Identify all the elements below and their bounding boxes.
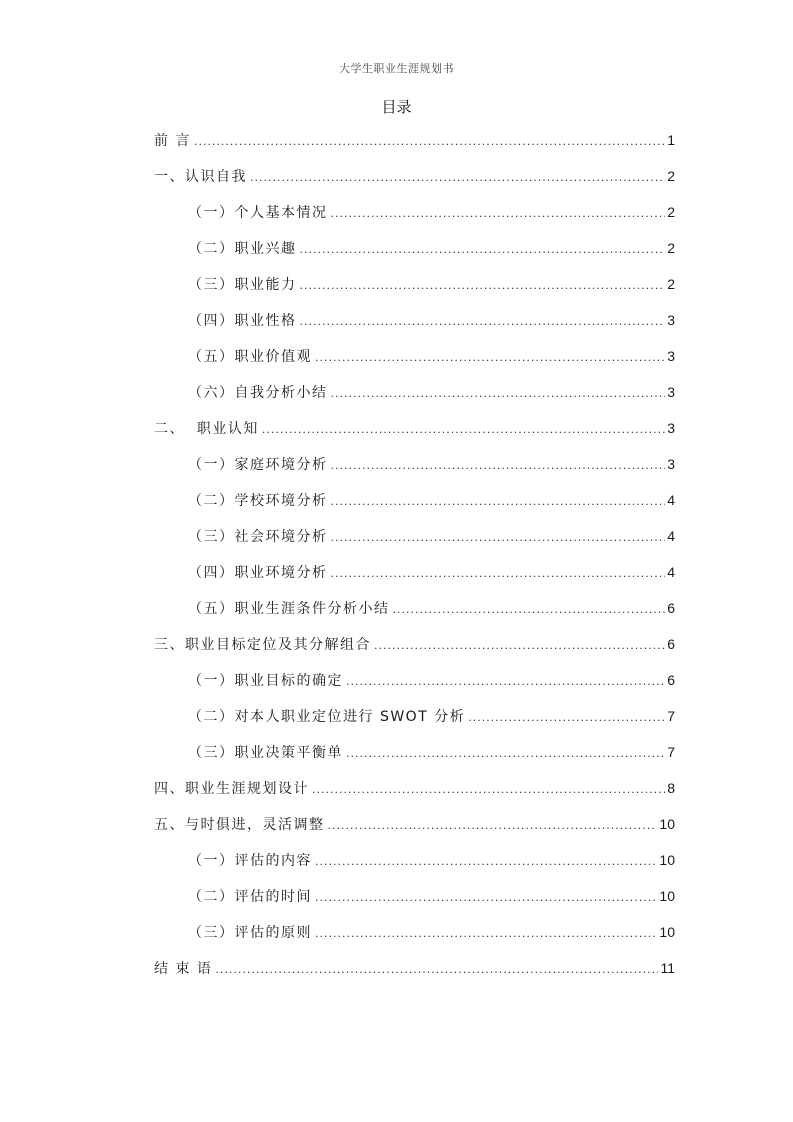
toc-entry[interactable] [154, 920, 675, 956]
toc-entry-label: （一）评估的内容 [188, 853, 312, 869]
toc-entry-page-number: 8 [667, 780, 675, 796]
toc-dot-leader [315, 850, 657, 874]
toc-entry-label: （六）自我分析小结 [188, 385, 328, 401]
toc-entry-label: （四）职业环境分析 [188, 565, 328, 581]
toc-entry-label: 前 言 [154, 133, 191, 149]
toc-dot-leader [331, 454, 666, 478]
toc-entry-label: 四、职业生涯规划设计 [154, 781, 309, 797]
toc-entry[interactable] [154, 416, 675, 452]
toc-dot-leader [194, 130, 665, 154]
toc-entry-page-number: 2 [667, 168, 675, 184]
toc-dot-leader [393, 598, 666, 622]
toc-entry-label: 三、职业目标定位及其分解组合 [154, 637, 371, 653]
toc-entry[interactable] [154, 704, 675, 740]
toc-entry[interactable] [154, 272, 675, 308]
toc-entry[interactable] [154, 596, 675, 632]
toc-entry-page-number: 6 [667, 636, 675, 652]
toc-entry-page-number: 6 [667, 672, 675, 688]
toc-entry-page-number: 10 [659, 816, 675, 832]
toc-entry-label: （二）学校环境分析 [188, 493, 328, 509]
toc-dot-leader [250, 166, 665, 190]
toc-dot-leader [300, 274, 666, 298]
toc-entry[interactable] [154, 632, 675, 668]
toc-entry-label: （一）个人基本情况 [188, 205, 328, 221]
toc-entry-label: （二）职业兴趣 [188, 241, 297, 257]
toc-entry-page-number: 11 [660, 960, 675, 976]
toc-entry-label: （五）职业生涯条件分析小结 [188, 601, 390, 617]
toc-dot-leader [315, 346, 665, 370]
toc-entry[interactable] [154, 776, 675, 812]
toc-entry[interactable] [154, 884, 675, 920]
toc-entry-label: 二、 职业认知 [154, 421, 259, 437]
toc-entry[interactable] [154, 200, 675, 236]
toc-dot-leader [331, 202, 666, 226]
toc-entry-page-number: 7 [667, 744, 675, 760]
toc-entry-label: （二）对本人职业定位进行 SWOT 分析 [188, 709, 466, 725]
table-of-contents [154, 128, 675, 992]
toc-dot-leader [315, 886, 657, 910]
toc-dot-leader [315, 922, 657, 946]
toc-dot-leader [331, 490, 666, 514]
toc-dot-leader [312, 778, 665, 802]
toc-dot-leader [374, 634, 665, 658]
toc-entry[interactable] [154, 128, 675, 164]
toc-entry[interactable] [154, 452, 675, 488]
toc-entry[interactable] [154, 380, 675, 416]
toc-dot-leader [328, 814, 658, 838]
toc-entry[interactable] [154, 668, 675, 704]
toc-entry[interactable] [154, 560, 675, 596]
toc-dot-leader [215, 958, 658, 982]
toc-entry-label: 一、认识自我 [154, 169, 247, 185]
toc-entry-page-number: 2 [667, 240, 675, 256]
toc-entry-page-number: 3 [667, 348, 675, 364]
toc-entry-page-number: 3 [667, 312, 675, 328]
toc-entry-page-number: 10 [659, 888, 675, 904]
toc-entry-page-number: 2 [667, 276, 675, 292]
toc-entry[interactable] [154, 812, 675, 848]
toc-entry-page-number: 3 [667, 420, 675, 436]
toc-entry[interactable] [154, 308, 675, 344]
toc-entry-label: （三）社会环境分析 [188, 529, 328, 545]
toc-dot-leader [300, 310, 666, 334]
toc-entry-page-number: 4 [667, 492, 675, 508]
toc-entry-page-number: 2 [667, 204, 675, 220]
toc-entry[interactable] [154, 956, 675, 992]
toc-dot-leader [262, 418, 665, 442]
toc-entry-page-number: 4 [667, 564, 675, 580]
toc-entry[interactable] [154, 740, 675, 776]
toc-dot-leader [300, 238, 666, 262]
running-header: 大学生职业生涯规划书 [339, 62, 454, 75]
toc-entry[interactable] [154, 848, 675, 884]
toc-entry-page-number: 7 [667, 708, 675, 724]
toc-entry-page-number: 4 [667, 528, 675, 544]
toc-dot-leader [331, 382, 666, 406]
toc-entry[interactable] [154, 524, 675, 560]
toc-entry-label: （三）评估的原则 [188, 925, 312, 941]
toc-title: 目录 [381, 98, 412, 116]
toc-entry-label: 结 束 语 [154, 961, 213, 977]
toc-dot-leader [468, 706, 665, 730]
toc-entry-page-number: 3 [667, 456, 675, 472]
toc-entry-page-number: 10 [659, 924, 675, 940]
toc-entry-page-number: 3 [667, 384, 675, 400]
toc-entry[interactable] [154, 488, 675, 524]
toc-entry-label: （五）职业价值观 [188, 349, 312, 365]
toc-entry-label: （一）家庭环境分析 [188, 457, 328, 473]
toc-dot-leader [346, 670, 665, 694]
toc-entry[interactable] [154, 236, 675, 272]
toc-entry-label: （三）职业决策平衡单 [188, 745, 343, 761]
toc-entry-label: （四）职业性格 [188, 313, 297, 329]
toc-dot-leader [331, 562, 666, 586]
toc-entry-label: （二）评估的时间 [188, 889, 312, 905]
toc-entry-label: 五、与时俱进，灵活调整 [154, 817, 325, 833]
toc-entry[interactable] [154, 164, 675, 200]
toc-entry-page-number: 1 [667, 132, 675, 148]
toc-dot-leader [331, 526, 666, 550]
toc-entry-label: （三）职业能力 [188, 277, 297, 293]
toc-entry-label: （一）职业目标的确定 [188, 673, 343, 689]
toc-entry[interactable] [154, 344, 675, 380]
toc-entry-page-number: 10 [659, 852, 675, 868]
toc-dot-leader [346, 742, 665, 766]
toc-entry-page-number: 6 [667, 600, 675, 616]
